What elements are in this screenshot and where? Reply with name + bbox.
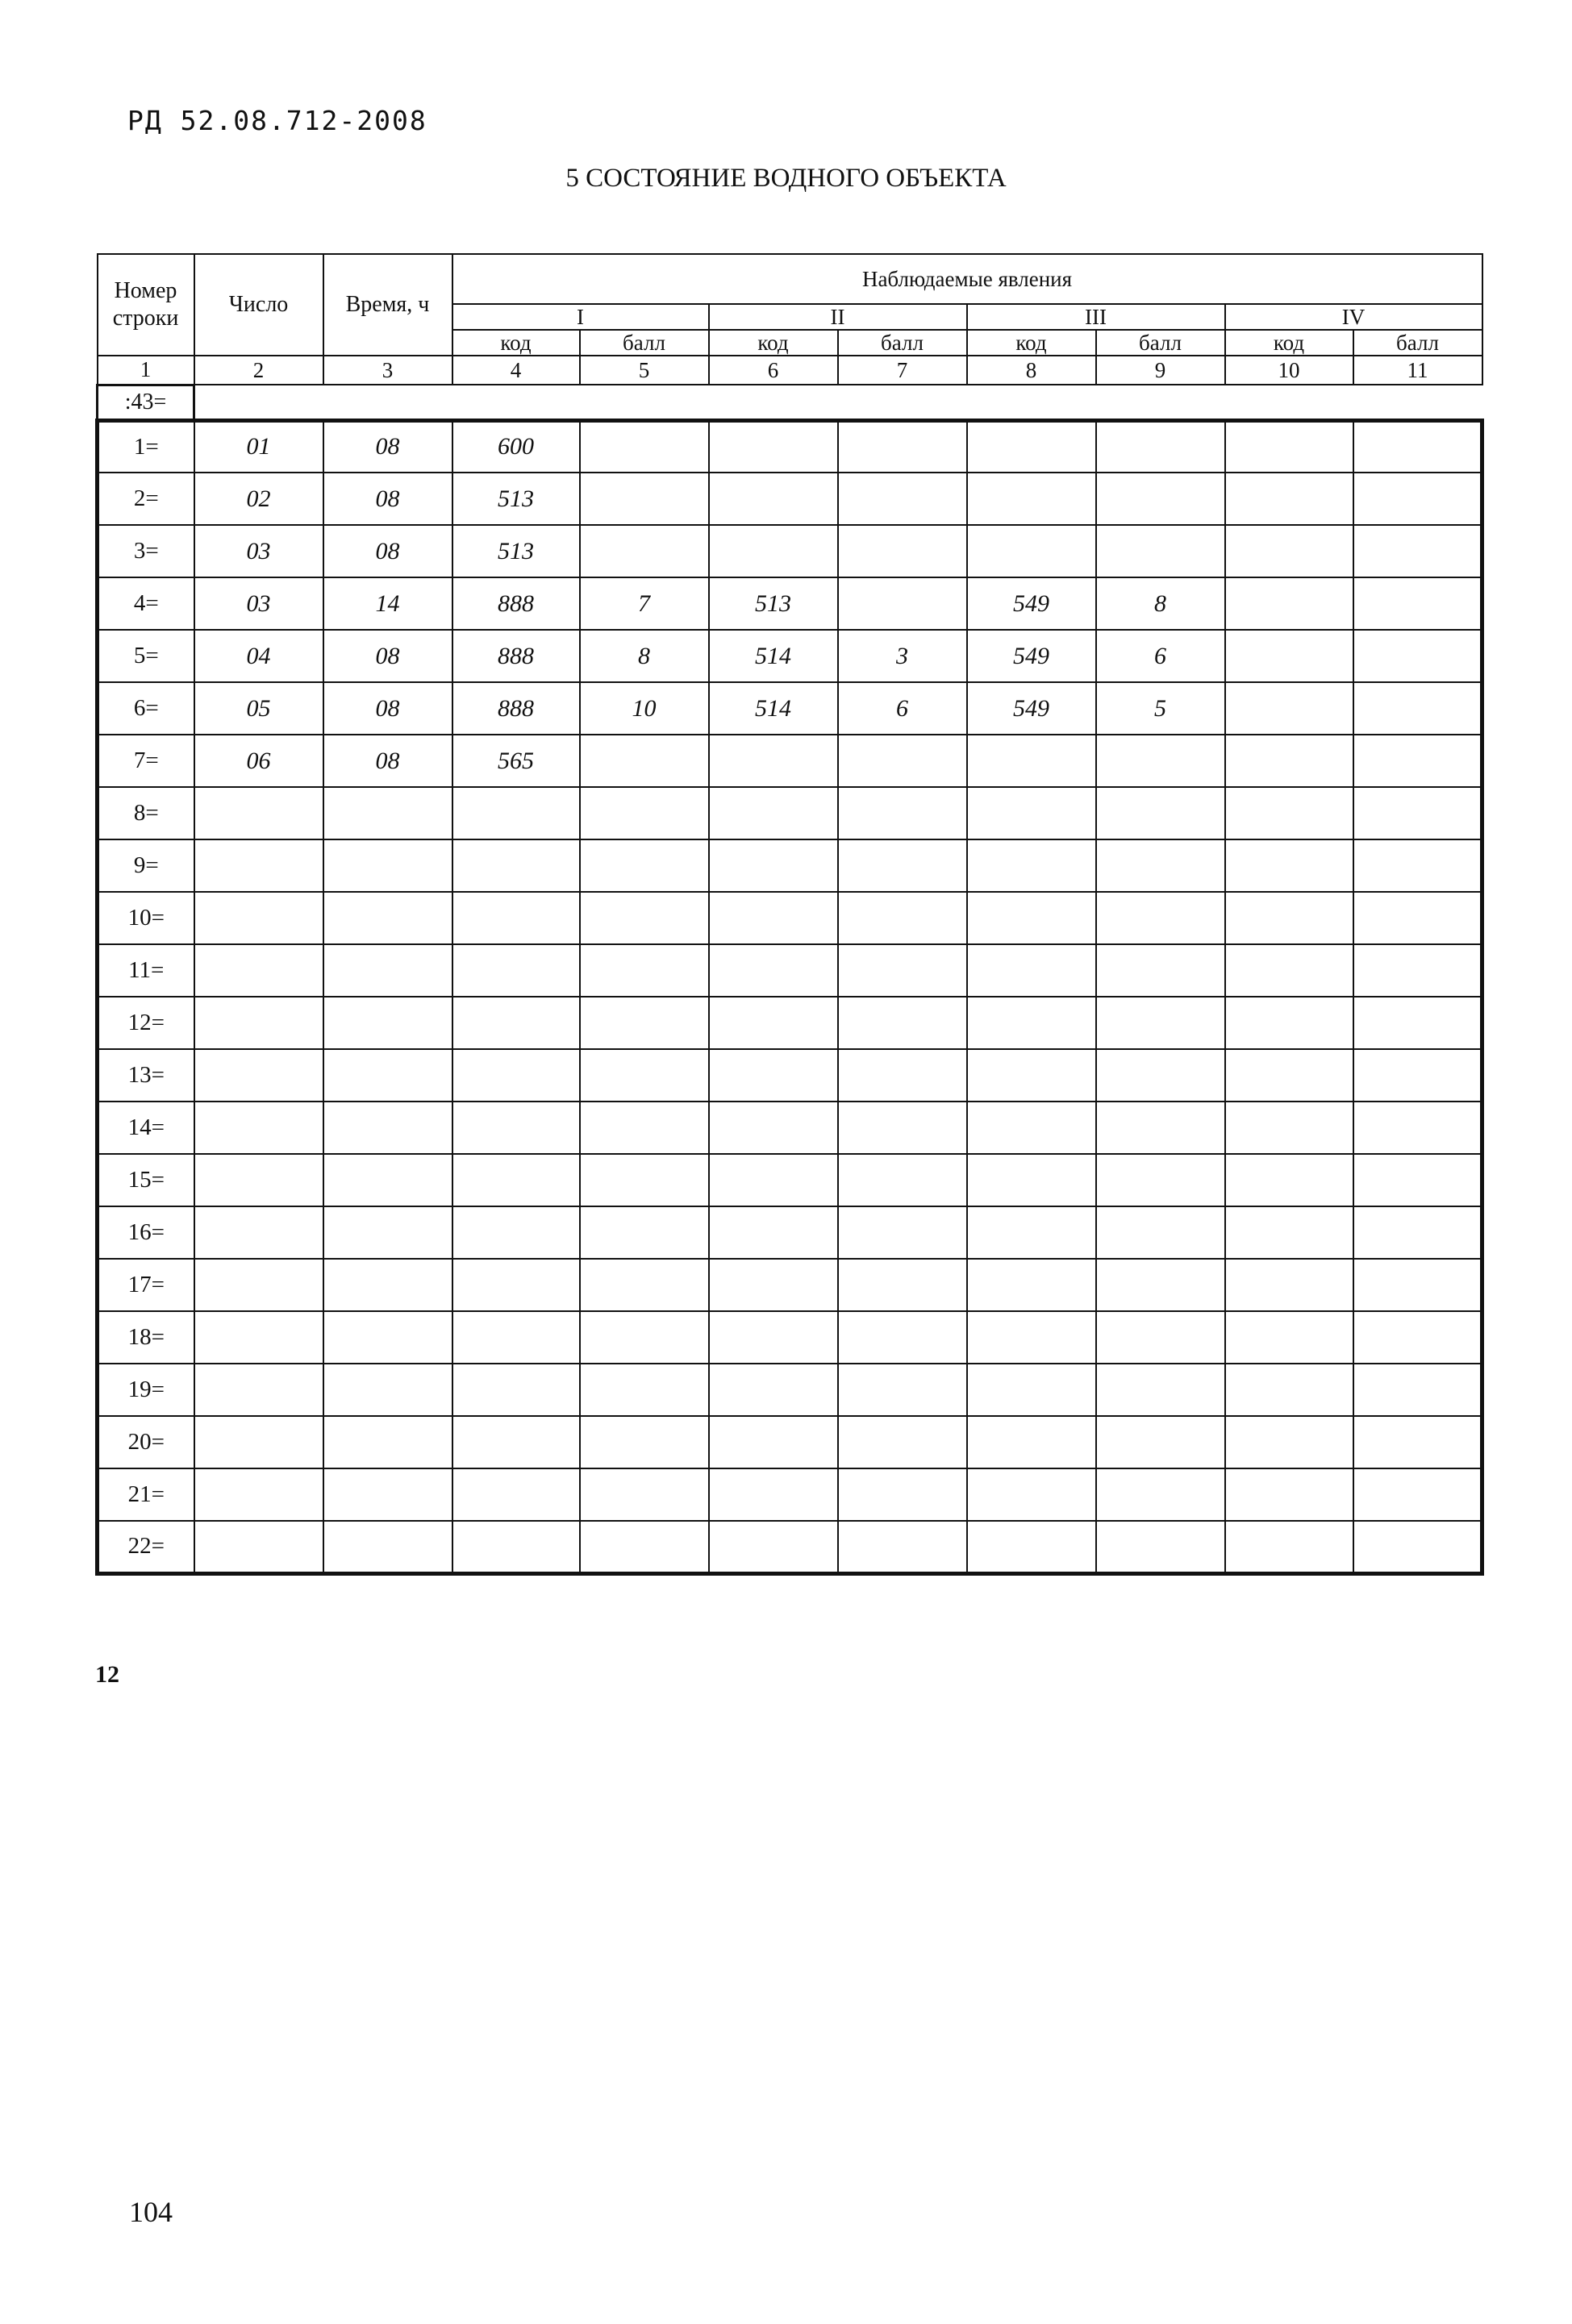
table-cell [452, 944, 580, 997]
table-cell [1353, 1049, 1482, 1102]
table-cell [838, 1468, 967, 1521]
column-number: 1 [98, 356, 194, 385]
table-cell [1096, 1521, 1225, 1573]
table-cell [838, 1259, 967, 1311]
table-cell [323, 1521, 452, 1573]
row-label: 2= [98, 473, 194, 525]
table-cell [709, 1049, 838, 1102]
table-cell [194, 1206, 323, 1259]
table-row [98, 1468, 1482, 1521]
table-cell [1353, 997, 1482, 1049]
table-cell [838, 1364, 967, 1416]
table-cell: 7 [580, 577, 709, 630]
section-title: 5 СОСТОЯНИЕ ВОДНОГО ОБЪЕКТА [565, 164, 1007, 193]
table-cell: 6 [838, 682, 967, 735]
table-cell [709, 1311, 838, 1364]
column-number: 8 [967, 356, 1096, 385]
table-cell [709, 787, 838, 839]
table-cell [194, 1259, 323, 1311]
table-cell [452, 839, 580, 892]
table-cell [709, 1521, 838, 1573]
table-cell [1353, 1416, 1482, 1468]
table-cell [580, 1311, 709, 1364]
table-cell [194, 1311, 323, 1364]
row-label: 6= [98, 682, 194, 735]
table-cell: 888 [452, 630, 580, 682]
table-cell [709, 735, 838, 787]
table-cell [580, 735, 709, 787]
table-cell [194, 892, 323, 944]
table-cell [1225, 577, 1353, 630]
row-label: 4= [98, 577, 194, 630]
table-cell [1096, 1364, 1225, 1416]
table-body [98, 420, 1482, 1573]
table-cell [452, 892, 580, 944]
table-cell [838, 1102, 967, 1154]
table-cell: 03 [194, 577, 323, 630]
table-cell [838, 1521, 967, 1573]
header-phenomena: Наблюдаемые явления [452, 254, 1482, 304]
header-day: Число [194, 254, 323, 356]
table-cell [709, 525, 838, 577]
table-cell [1353, 1206, 1482, 1259]
table-cell [709, 420, 838, 473]
table-cell [1096, 473, 1225, 525]
table-cell: 549 [967, 577, 1096, 630]
table-cell [1096, 735, 1225, 787]
table-cell: 10 [580, 682, 709, 735]
table-row [98, 525, 1482, 577]
table-cell [1225, 892, 1353, 944]
table-cell [1225, 1521, 1353, 1573]
table-cell [1353, 682, 1482, 735]
group-spacer [194, 385, 1482, 420]
column-number: 3 [323, 356, 452, 385]
table-cell [323, 839, 452, 892]
column-number: 10 [1225, 356, 1353, 385]
header-group-3: III [967, 304, 1225, 330]
table-cell [1225, 1416, 1353, 1468]
table-cell: 565 [452, 735, 580, 787]
table-row [98, 1102, 1482, 1154]
table-cell [1225, 420, 1353, 473]
table-cell: 6 [1096, 630, 1225, 682]
table-cell [1353, 577, 1482, 630]
table-cell [580, 420, 709, 473]
header-row-number: Номер строки [98, 254, 194, 356]
table-cell [194, 1468, 323, 1521]
table-cell [1353, 1468, 1482, 1521]
table-cell [709, 1259, 838, 1311]
table-cell [709, 944, 838, 997]
table-cell [1353, 630, 1482, 682]
table-cell [967, 1154, 1096, 1206]
table-cell [323, 1416, 452, 1468]
row-label: 10= [98, 892, 194, 944]
table-cell: 08 [323, 420, 452, 473]
table-cell [580, 944, 709, 997]
table-cell [967, 997, 1096, 1049]
row-label: 11= [98, 944, 194, 997]
table-cell: 14 [323, 577, 452, 630]
table-cell [580, 525, 709, 577]
header-group-2: II [709, 304, 967, 330]
table-cell: 02 [194, 473, 323, 525]
table-row [98, 944, 1482, 997]
table-cell [838, 735, 967, 787]
table-cell [1225, 839, 1353, 892]
table-cell [323, 892, 452, 944]
table-cell [580, 1468, 709, 1521]
table-cell [194, 1102, 323, 1154]
column-number: 5 [580, 356, 709, 385]
header-code: код [967, 330, 1096, 356]
table-cell [967, 1259, 1096, 1311]
table-cell: 8 [580, 630, 709, 682]
header-code: код [1225, 330, 1353, 356]
table-cell [194, 944, 323, 997]
header-code: код [452, 330, 580, 356]
table-cell [1096, 1311, 1225, 1364]
table-cell [709, 1154, 838, 1206]
table-cell [452, 1311, 580, 1364]
column-number: 2 [194, 356, 323, 385]
table-cell [323, 1259, 452, 1311]
table-cell [1353, 839, 1482, 892]
table-cell [838, 1416, 967, 1468]
table-cell [967, 473, 1096, 525]
table-cell [838, 1049, 967, 1102]
table-cell [580, 1206, 709, 1259]
table-cell [194, 1049, 323, 1102]
table-row [98, 577, 1482, 630]
document-code: РД 52.08.712-2008 [127, 105, 427, 136]
table-cell [838, 997, 967, 1049]
table-cell [1353, 420, 1482, 473]
table-row [98, 682, 1482, 735]
table-cell [709, 473, 838, 525]
table-cell [452, 1364, 580, 1416]
table-cell [323, 1206, 452, 1259]
table-cell [1096, 420, 1225, 473]
table-cell [1096, 1416, 1225, 1468]
table-row [98, 787, 1482, 839]
table-cell [967, 1521, 1096, 1573]
table-cell [1225, 1154, 1353, 1206]
table-cell [709, 1364, 838, 1416]
table-cell [1225, 1364, 1353, 1416]
table-cell [580, 1102, 709, 1154]
row-label: 9= [98, 839, 194, 892]
table-cell [1096, 787, 1225, 839]
table-cell [967, 735, 1096, 787]
table-cell [1225, 735, 1353, 787]
table-cell [580, 1154, 709, 1206]
table-cell [838, 1206, 967, 1259]
table-cell: 514 [709, 630, 838, 682]
table-cell: 04 [194, 630, 323, 682]
page-number: 104 [129, 2196, 173, 2228]
table-cell [1225, 997, 1353, 1049]
table-cell [967, 1102, 1096, 1154]
table-cell [1096, 1102, 1225, 1154]
table-cell [838, 839, 967, 892]
table-cell [194, 1364, 323, 1416]
column-number: 4 [452, 356, 580, 385]
row-label: 16= [98, 1206, 194, 1259]
table-row [98, 1521, 1482, 1573]
column-number: 11 [1353, 356, 1482, 385]
table-cell [838, 1154, 967, 1206]
header-code: код [709, 330, 838, 356]
header-group-1: I [452, 304, 709, 330]
table-cell: 513 [452, 473, 580, 525]
table-cell [1096, 997, 1225, 1049]
table-cell [580, 473, 709, 525]
table-cell: 513 [709, 577, 838, 630]
table-cell [967, 525, 1096, 577]
row-label: 12= [98, 997, 194, 1049]
table-cell [452, 1206, 580, 1259]
table-cell [194, 1416, 323, 1468]
table-cell: 01 [194, 420, 323, 473]
table-cell: 513 [452, 525, 580, 577]
table-cell [838, 473, 967, 525]
table-cell [1353, 1521, 1482, 1573]
table-cell [1353, 473, 1482, 525]
table-cell: 05 [194, 682, 323, 735]
row-label: 22= [98, 1521, 194, 1573]
table-cell [1353, 944, 1482, 997]
row-label: 8= [98, 787, 194, 839]
table-cell [580, 1416, 709, 1468]
table-cell [580, 1259, 709, 1311]
table-cell [967, 1049, 1096, 1102]
table-cell: 5 [1096, 682, 1225, 735]
table-cell [709, 892, 838, 944]
table-cell [967, 1468, 1096, 1521]
table-cell [194, 1154, 323, 1206]
row-label: 15= [98, 1154, 194, 1206]
table-cell [580, 1364, 709, 1416]
table-cell [967, 1311, 1096, 1364]
table-cell [323, 1364, 452, 1416]
table-cell: 514 [709, 682, 838, 735]
table-cell [709, 1416, 838, 1468]
header-score: балл [1096, 330, 1225, 356]
table-cell [323, 944, 452, 997]
table-row [98, 473, 1482, 525]
table-cell [1096, 1206, 1225, 1259]
table-row [98, 1311, 1482, 1364]
table-cell [1096, 944, 1225, 997]
row-label: 13= [98, 1049, 194, 1102]
table-row [98, 420, 1482, 473]
table-cell [1225, 630, 1353, 682]
table-cell [1096, 1468, 1225, 1521]
table-row [98, 630, 1482, 682]
table-row [98, 1154, 1482, 1206]
table-cell [194, 997, 323, 1049]
table-cell [323, 1468, 452, 1521]
table-cell [323, 1311, 452, 1364]
column-number: 6 [709, 356, 838, 385]
table-cell [967, 839, 1096, 892]
table-cell [194, 1521, 323, 1573]
row-label: 7= [98, 735, 194, 787]
table-cell [580, 997, 709, 1049]
table-cell [1225, 1206, 1353, 1259]
table-cell [838, 892, 967, 944]
table-cell [709, 997, 838, 1049]
table-cell [1353, 1259, 1482, 1311]
table-cell [967, 944, 1096, 997]
table-cell [1096, 1154, 1225, 1206]
table-cell [580, 1521, 709, 1573]
table-row [98, 1364, 1482, 1416]
table-cell [1353, 1364, 1482, 1416]
table-cell [452, 1102, 580, 1154]
table-cell [452, 1416, 580, 1468]
table-cell [1096, 525, 1225, 577]
table-cell [1353, 892, 1482, 944]
header-score: балл [1353, 330, 1482, 356]
table-cell [1353, 1154, 1482, 1206]
table-cell [838, 420, 967, 473]
table-cell [709, 1468, 838, 1521]
table-row [98, 1206, 1482, 1259]
table-cell [323, 1102, 452, 1154]
table-cell [1225, 1102, 1353, 1154]
table-cell: 03 [194, 525, 323, 577]
table-cell [967, 1206, 1096, 1259]
table-cell [452, 1468, 580, 1521]
table-cell [323, 787, 452, 839]
row-label: 18= [98, 1311, 194, 1364]
column-number: 9 [1096, 356, 1225, 385]
table-cell: 549 [967, 682, 1096, 735]
table-cell [1225, 682, 1353, 735]
table-row [98, 1416, 1482, 1468]
table-cell: 888 [452, 577, 580, 630]
table-cell [1225, 1468, 1353, 1521]
row-label: 21= [98, 1468, 194, 1521]
table-cell [967, 1364, 1096, 1416]
table-cell: 08 [323, 682, 452, 735]
table-row [98, 839, 1482, 892]
table-row [98, 1049, 1482, 1102]
table-cell [838, 577, 967, 630]
table-cell [1096, 1049, 1225, 1102]
row-label: 3= [98, 525, 194, 577]
table-cell [838, 787, 967, 839]
table-cell: 549 [967, 630, 1096, 682]
table-cell [967, 420, 1096, 473]
table-cell [1096, 839, 1225, 892]
table-cell [452, 787, 580, 839]
table-cell [1353, 1311, 1482, 1364]
page-note: 12 [95, 1661, 119, 1688]
table-cell: 888 [452, 682, 580, 735]
table-cell: 08 [323, 735, 452, 787]
table-cell [452, 1521, 580, 1573]
table-cell [1353, 525, 1482, 577]
table-cell: 600 [452, 420, 580, 473]
header-group-4: IV [1225, 304, 1482, 330]
row-label: 20= [98, 1416, 194, 1468]
table-cell [194, 787, 323, 839]
table-cell [1225, 1049, 1353, 1102]
table-cell [580, 892, 709, 944]
observation-table [95, 253, 1484, 1576]
table-cell [1225, 1311, 1353, 1364]
table-cell [1225, 525, 1353, 577]
table-cell [323, 1154, 452, 1206]
table-cell: 08 [323, 525, 452, 577]
table-cell [838, 525, 967, 577]
row-label: 14= [98, 1102, 194, 1154]
table-cell [1353, 735, 1482, 787]
table-cell: 08 [323, 630, 452, 682]
table-cell: 8 [1096, 577, 1225, 630]
table-cell [452, 1154, 580, 1206]
table-cell [1225, 944, 1353, 997]
table-row [98, 735, 1482, 787]
table-cell [452, 997, 580, 1049]
group-label: :43= [98, 385, 194, 420]
table-cell [323, 997, 452, 1049]
table-cell [580, 839, 709, 892]
table-cell [838, 1311, 967, 1364]
table-cell [1225, 1259, 1353, 1311]
table-cell [580, 787, 709, 839]
table-row [98, 997, 1482, 1049]
table-cell [1353, 1102, 1482, 1154]
table-cell [580, 1049, 709, 1102]
table-cell [967, 892, 1096, 944]
row-label: 19= [98, 1364, 194, 1416]
table-cell [1225, 787, 1353, 839]
table-cell [323, 1049, 452, 1102]
header-time: Время, ч [323, 254, 452, 356]
table-cell [967, 787, 1096, 839]
table-cell [1225, 473, 1353, 525]
row-label: 17= [98, 1259, 194, 1311]
column-number: 7 [838, 356, 967, 385]
table-cell [709, 839, 838, 892]
table-cell: 08 [323, 473, 452, 525]
table-cell: 3 [838, 630, 967, 682]
table-cell [1353, 787, 1482, 839]
row-label: 5= [98, 630, 194, 682]
table-cell [452, 1259, 580, 1311]
table-row [98, 1259, 1482, 1311]
header-score: балл [838, 330, 967, 356]
table-cell [709, 1102, 838, 1154]
table-cell [452, 1049, 580, 1102]
row-label: 1= [98, 420, 194, 473]
header-score: балл [580, 330, 709, 356]
table-row [98, 892, 1482, 944]
table-cell [838, 944, 967, 997]
table-cell [1096, 1259, 1225, 1311]
table-cell: 06 [194, 735, 323, 787]
table-cell [1096, 892, 1225, 944]
table-cell [194, 839, 323, 892]
table-cell [709, 1206, 838, 1259]
table-cell [967, 1416, 1096, 1468]
